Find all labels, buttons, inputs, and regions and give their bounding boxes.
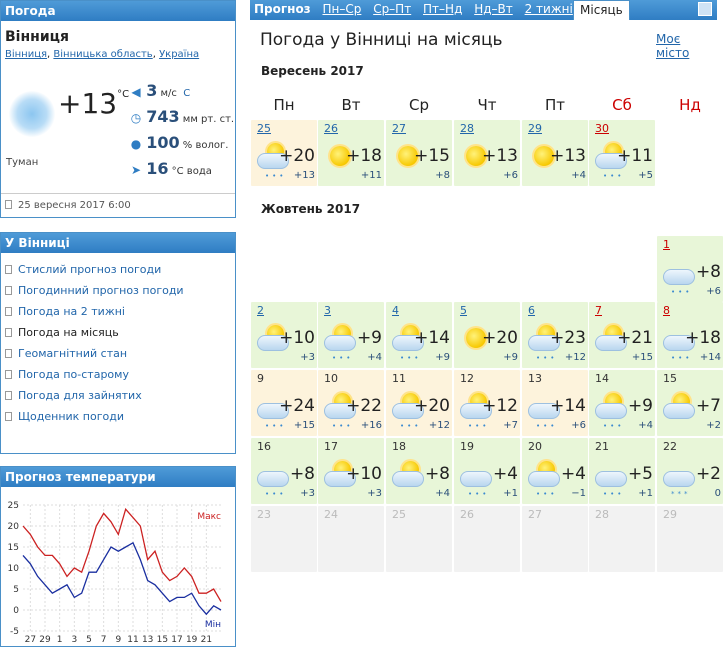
max-temp: +10 (346, 464, 382, 484)
day-cell (386, 506, 452, 572)
min-temp: +1 (638, 488, 653, 499)
max-temp: +20 (482, 328, 518, 348)
max-temp: +7 (695, 396, 721, 416)
day-cell[interactable] (386, 438, 452, 504)
max-temp: +9 (356, 328, 382, 348)
day-number: 6 (528, 304, 535, 317)
city-name: Вінниця (5, 29, 69, 45)
min-temp: +4 (435, 488, 450, 499)
max-temp: +15 (414, 146, 450, 166)
cloud-sun-rain-icon: ••• (324, 324, 356, 352)
day-number: 10 (324, 372, 338, 385)
menu-item[interactable]: Погодинний прогноз погоди (5, 280, 235, 301)
month-label-october: Жовтень 2017 (261, 202, 361, 216)
city-menu (1, 253, 235, 427)
humidity-row: ● 100 % волог. (130, 133, 229, 152)
day-number: 27 (528, 508, 542, 521)
panel-title: У Вінниці (1, 233, 235, 253)
max-temp: +9 (627, 396, 653, 416)
day-number: 20 (528, 440, 542, 453)
menu-item[interactable]: Стислий прогноз погоди (5, 259, 235, 280)
day-cell[interactable] (454, 120, 520, 186)
x-tick-label: 19 (185, 635, 198, 645)
day-cell[interactable] (589, 302, 655, 368)
day-number: 29 (528, 122, 542, 135)
day-cell[interactable] (251, 120, 317, 186)
day-number: 24 (324, 508, 338, 521)
x-tick-label: 21 (200, 635, 213, 645)
day-number: 26 (460, 508, 474, 521)
day-cell[interactable] (318, 370, 384, 436)
cloud-rain-icon: ••• (257, 392, 289, 420)
wind-icon: ◀ (131, 85, 141, 99)
cloud-sun-icon (392, 460, 424, 488)
min-temp: +11 (360, 170, 382, 181)
min-temp: +16 (360, 420, 382, 431)
min-temp: +4 (367, 352, 382, 363)
day-cell[interactable] (522, 438, 588, 504)
bullet-icon (5, 370, 12, 379)
x-tick-label: 15 (156, 635, 169, 645)
menu-item[interactable]: Щоденник погоди (5, 406, 235, 427)
x-tick-label: 3 (71, 635, 78, 645)
day-number: 9 (257, 372, 264, 385)
x-tick-label: 7 (100, 635, 107, 645)
max-temp: +5 (627, 464, 653, 484)
day-number: 2 (257, 304, 264, 317)
day-number: 5 (460, 304, 467, 317)
min-temp: +1 (503, 488, 518, 499)
day-cell[interactable] (522, 302, 588, 368)
day-cell (251, 506, 317, 572)
day-cell[interactable] (454, 438, 520, 504)
day-number: 4 (392, 304, 399, 317)
print-icon[interactable] (698, 2, 712, 16)
condition-text: Туман (6, 157, 39, 168)
drop-icon: ● (130, 137, 142, 151)
cloud-rain-icon: ••• (663, 324, 695, 352)
x-tick-label: 17 (171, 635, 183, 645)
min-temp: −1 (571, 488, 586, 499)
day-number: 12 (460, 372, 474, 385)
bullet-icon (5, 307, 12, 316)
max-temp: +2 (695, 464, 721, 484)
bullet-icon (5, 412, 12, 421)
max-temp: +4 (492, 464, 518, 484)
min-temp: +9 (435, 352, 450, 363)
y-tick-label: 20 (7, 522, 19, 532)
tab-month[interactable]: Місяць (573, 0, 630, 20)
fish-icon: ➤ (130, 163, 142, 177)
menu-item[interactable]: Погода на місяць (5, 322, 235, 343)
x-tick-label: 5 (86, 635, 92, 645)
day-number: 7 (595, 304, 602, 317)
max-temp: +8 (695, 262, 721, 282)
min-temp: +13 (293, 170, 315, 181)
day-cell (522, 506, 588, 572)
day-number: 13 (528, 372, 542, 385)
max-temp: +22 (346, 396, 382, 416)
day-cell[interactable] (454, 370, 520, 436)
day-number: 8 (663, 304, 670, 317)
day-cell[interactable] (251, 302, 317, 368)
day-cell[interactable] (251, 438, 317, 504)
day-number: 17 (324, 440, 338, 453)
max-temp: +12 (482, 396, 518, 416)
series-line (23, 509, 221, 601)
tab-2-weeks[interactable]: 2 тижні (524, 2, 573, 16)
cloud-sun-rain-icon: ••• (460, 392, 492, 420)
bullet-icon (5, 391, 12, 400)
min-temp: +12 (564, 352, 586, 363)
max-temp: +10 (279, 328, 315, 348)
x-tick-label: 9 (115, 635, 122, 645)
min-temp: 0 (714, 488, 721, 499)
legend-label: Макс (197, 512, 221, 522)
day-number: 3 (324, 304, 331, 317)
max-temp: +18 (685, 328, 721, 348)
y-tick-label: 10 (7, 564, 19, 574)
day-cell[interactable] (522, 370, 588, 436)
city-menu-panel (0, 232, 236, 454)
menu-item[interactable]: Погода для зайнятих (5, 385, 235, 406)
day-cell[interactable] (657, 236, 723, 302)
cloud-snow-icon: *** (663, 460, 695, 488)
min-temp: +4 (638, 420, 653, 431)
current-temperature: $+13^{^\circ C}$ (58, 87, 130, 120)
cloud-sun-rain-icon: ••• (324, 392, 356, 420)
x-tick-label: 13 (141, 635, 154, 645)
cloud-sun-rain-icon: ••• (595, 392, 627, 420)
cloud-sun-rain-icon: ••• (392, 392, 424, 420)
my-city-link[interactable]: Моє місто (656, 32, 690, 60)
max-temp: +18 (346, 146, 382, 166)
cloud-sun-rain-icon: ••• (528, 460, 560, 488)
min-temp: +2 (706, 420, 721, 431)
max-temp: +20 (414, 396, 450, 416)
month-label-september: Вересень 2017 (261, 64, 364, 78)
day-number: 28 (460, 122, 474, 135)
min-temp: +15 (293, 420, 315, 431)
menu-item[interactable]: Погода на 2 тижні (5, 301, 235, 322)
cloud-rain-icon: ••• (257, 460, 289, 488)
menu-item[interactable]: Геомагнітний стан (5, 343, 235, 364)
day-cell[interactable] (589, 438, 655, 504)
min-temp: +6 (706, 286, 721, 297)
region-link-city[interactable]: Вінниця (5, 49, 48, 60)
legend-label: Мін (204, 620, 221, 630)
day-number: 27 (392, 122, 406, 135)
weekday-header: Пн (273, 96, 295, 114)
panel-title: Прогноз температури (1, 467, 235, 487)
weekday-header: Пт (544, 96, 566, 114)
day-number: 23 (257, 508, 271, 521)
y-tick-label: 15 (7, 543, 19, 553)
tab-mon-wed[interactable]: Пн–Ср (322, 2, 362, 16)
day-cell[interactable] (657, 438, 723, 504)
weekday-header: Чт (477, 96, 497, 114)
x-tick-label: 11 (127, 635, 139, 645)
max-temp: +11 (617, 146, 653, 166)
day-cell[interactable] (589, 120, 655, 186)
wind-row: ◀ 3 м/с С (129, 81, 190, 100)
update-time: 25 вересня 2017 6:00 (1, 193, 235, 217)
min-temp: +14 (699, 352, 721, 363)
max-temp: +20 (279, 146, 315, 166)
day-number: 18 (392, 440, 406, 453)
day-number: 22 (663, 440, 677, 453)
x-tick-label: 27 (24, 635, 37, 645)
menu-item[interactable]: Погода по-старому (5, 364, 235, 385)
weekday-header: Сб (612, 96, 632, 114)
max-temp: +21 (617, 328, 653, 348)
day-cell[interactable] (657, 302, 723, 368)
max-temp: +14 (414, 328, 450, 348)
y-tick-label: 0 (13, 606, 19, 616)
x-tick-label: 29 (39, 635, 51, 645)
day-number: 25 (392, 508, 406, 521)
current-weather-panel (0, 0, 236, 218)
document-icon (5, 200, 12, 209)
cloud-sun-rain-icon: ••• (392, 324, 424, 352)
bullet-icon (5, 349, 12, 358)
tab-sun-tue[interactable]: Нд–Вт (474, 2, 513, 16)
cloud-sun-icon (663, 392, 695, 420)
cloud-sun-rain-icon: ••• (528, 324, 560, 352)
y-tick-label: -5 (10, 627, 19, 637)
day-cell[interactable] (657, 370, 723, 436)
day-cell[interactable] (386, 370, 452, 436)
tab-wed-fri[interactable]: Ср–Пт (373, 2, 412, 16)
max-temp: +14 (550, 396, 586, 416)
bullet-icon (5, 265, 12, 274)
page-title: Погода у Вінниці на місяць (260, 30, 503, 50)
max-temp: +8 (424, 464, 450, 484)
max-temp: +4 (560, 464, 586, 484)
region-link-oblast[interactable]: Вінницька область (53, 49, 153, 60)
min-temp: +12 (428, 420, 450, 431)
max-temp: +13 (550, 146, 586, 166)
cloud-rain-icon: ••• (595, 460, 627, 488)
max-temp: +23 (550, 328, 586, 348)
min-temp: +15 (631, 352, 653, 363)
region-breadcrumb: Вінниця, Вінницька область, Україна (5, 49, 200, 60)
day-number: 28 (595, 508, 609, 521)
cloud-sun-rain-icon: ••• (257, 142, 289, 170)
day-cell[interactable] (454, 302, 520, 368)
weekday-header: Нд (679, 96, 701, 114)
cloud-rain-icon: ••• (528, 392, 560, 420)
min-temp: +4 (571, 170, 586, 181)
min-temp: +3 (300, 352, 315, 363)
min-temp: +3 (367, 488, 382, 499)
panel-title: Погода (1, 1, 235, 21)
day-cell (589, 506, 655, 572)
min-temp: +3 (300, 488, 315, 499)
forecast-tabs (250, 0, 717, 20)
cloud-sun-rain-icon: ••• (595, 142, 627, 170)
min-temp: +8 (435, 170, 450, 181)
day-cell[interactable] (318, 438, 384, 504)
temperature-chart (1, 487, 235, 647)
day-number: 21 (595, 440, 609, 453)
region-link-country[interactable]: Україна (159, 49, 200, 60)
tab-fri-sun[interactable]: Пт–Нд (423, 2, 463, 16)
max-temp: +8 (289, 464, 315, 484)
day-cell[interactable] (386, 120, 452, 186)
water-row: ➤ 16 °С вода (130, 159, 212, 178)
fog-icon (9, 91, 55, 137)
day-number: 1 (663, 238, 670, 251)
day-number: 16 (257, 440, 271, 453)
day-cell[interactable] (318, 120, 384, 186)
y-tick-label: 25 (7, 501, 19, 511)
day-number: 19 (460, 440, 474, 453)
cloud-rain-icon: ••• (460, 460, 492, 488)
gauge-icon: ◷ (130, 111, 142, 125)
day-cell[interactable] (522, 120, 588, 186)
temperature-chart-panel (0, 466, 236, 647)
day-number: 29 (663, 508, 677, 521)
day-cell (657, 506, 723, 572)
day-number: 30 (595, 122, 609, 135)
min-temp: +5 (638, 170, 653, 181)
day-cell[interactable] (318, 302, 384, 368)
max-temp: +24 (279, 396, 315, 416)
weekday-header: Ср (409, 96, 429, 114)
day-number: 11 (392, 372, 406, 385)
day-cell[interactable] (589, 370, 655, 436)
pressure-row: ◷ 743 мм рт. ст. (130, 107, 235, 126)
y-tick-label: 5 (13, 585, 19, 595)
day-cell (454, 506, 520, 572)
x-tick-label: 1 (56, 635, 63, 645)
bullet-icon (5, 286, 12, 295)
day-number: 15 (663, 372, 677, 385)
bullet-icon (5, 328, 12, 337)
min-temp: +9 (503, 352, 518, 363)
day-cell[interactable] (251, 370, 317, 436)
day-cell[interactable] (386, 302, 452, 368)
min-temp: +6 (503, 170, 518, 181)
day-cell (318, 506, 384, 572)
cloud-rain-icon: ••• (663, 258, 695, 286)
day-number: 25 (257, 122, 271, 135)
day-number: 14 (595, 372, 609, 385)
min-temp: +6 (571, 420, 586, 431)
day-number: 26 (324, 122, 338, 135)
min-temp: +7 (503, 420, 518, 431)
max-temp: +13 (482, 146, 518, 166)
tab-forecast[interactable]: Прогноз (254, 2, 311, 16)
weekday-header: Вт (341, 96, 361, 114)
